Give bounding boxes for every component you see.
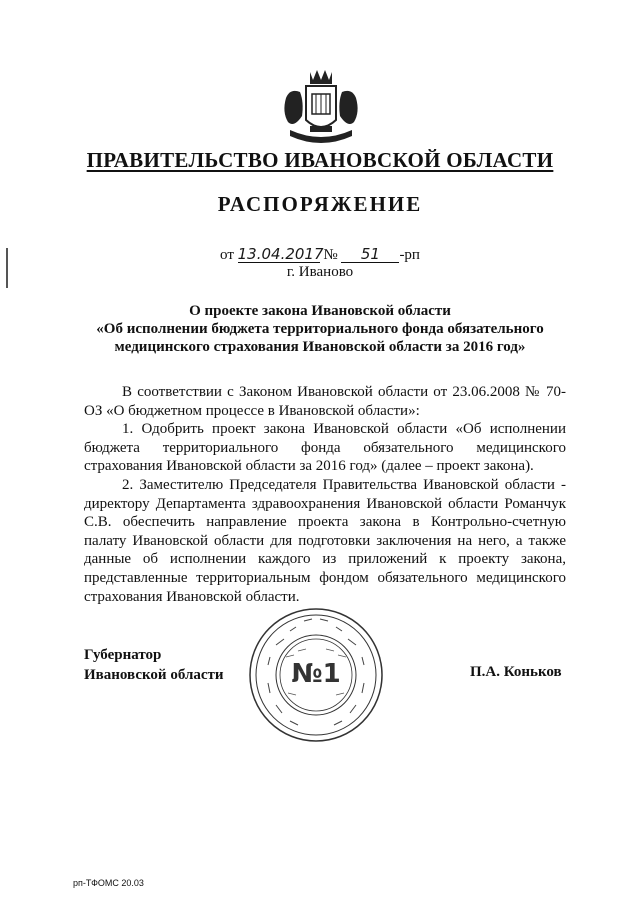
document-type-heading: РАСПОРЯЖЕНИЕ (217, 192, 423, 216)
footer-document-code: рп-ТФОМС 20.03 (73, 878, 144, 888)
handwritten-date: 13.04.2017 (237, 245, 324, 263)
document-body (84, 383, 566, 606)
signer-name: П.А. Коньков (470, 664, 562, 680)
document-title (0, 302, 640, 356)
city-line: г. Иваново (286, 264, 354, 280)
official-seal (246, 605, 386, 745)
body-paragraph-2: 1. Одобрить проект закона Ивановской области «Об исполнении бюджета территориального фонда обязательного медицинского страхования Ивановской области за 2016 год» (далее – проект закона). (84, 421, 566, 475)
title-line-2: «Об исполнении бюджета территориального фонда обязательного (96, 321, 544, 337)
body-paragraph-3: 2. Заместителю Председателя Правительства Ивановской области - директору Департамента здравоохранения Ивановской области Романчук С.В. обеспечить направление проекта закона в Контрольно-счетную палату Ивановской области для подготовки заключения на него, а также данные об исполнении каждого из приложений к проекту закона, представленные территориальным фондом обязательного медицинского страхования Ивановской области. (84, 476, 566, 605)
signer-title-line-1: Губернатор (84, 647, 162, 663)
body-paragraph-1: В соответствии с Законом Ивановской области от 23.06.2008 № 70-ОЗ «О бюджетном процессе в Ивановской области»: (84, 384, 566, 419)
number-sign: № (323, 247, 338, 263)
signer-title (84, 645, 224, 685)
number-suffix: -рп (399, 247, 420, 263)
coat-of-arms-icon (280, 68, 362, 152)
title-line-1: О проекте закона Ивановской области (189, 303, 451, 319)
signer-title-line-2: Ивановской области (84, 667, 224, 683)
government-heading: ПРАВИТЕЛЬСТВО ИВАНОВСКОЙ ОБЛАСТИ (86, 148, 554, 172)
title-line-3: медицинского страхования Ивановской области за 2016 год» (114, 339, 526, 355)
date-prefix: от (220, 247, 234, 263)
date-number-line (0, 246, 640, 264)
handwritten-number: 51 (341, 246, 399, 263)
seal-number: №1 (291, 659, 341, 689)
